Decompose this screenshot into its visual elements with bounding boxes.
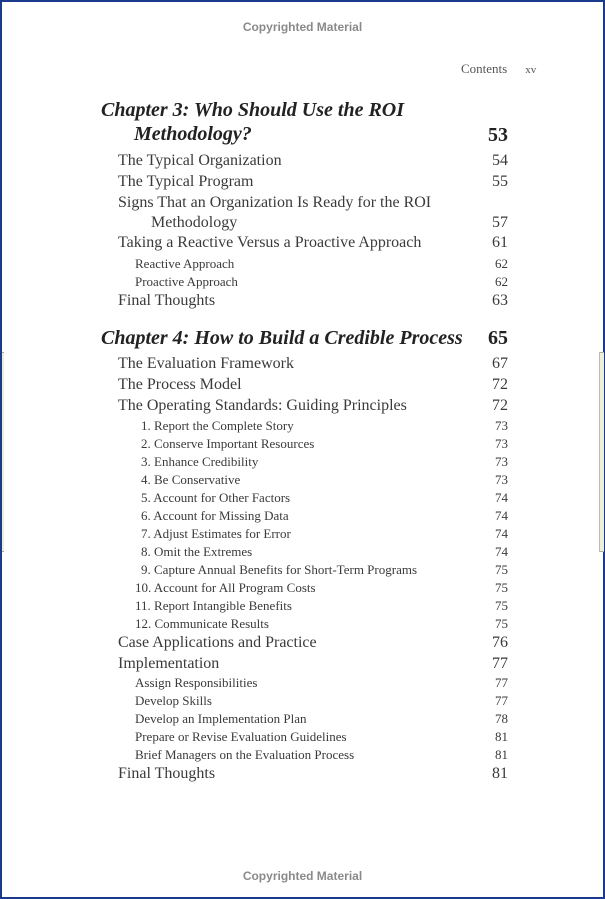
toc-page: 74 (495, 544, 508, 559)
toc-page: 72 (492, 376, 508, 393)
toc-entry[interactable]: Implementation (118, 655, 220, 672)
toc-entry[interactable]: Final Thoughts (118, 292, 216, 309)
chapter-4-page: 65 (488, 327, 508, 349)
copyright-watermark-top: Copyrighted Material (242, 20, 363, 34)
toc-entry[interactable]: The Typical Program (118, 173, 254, 190)
chapter-3-title-line1[interactable]: Chapter 3: Who Should Use the ROI (101, 99, 405, 121)
toc-page: 75 (495, 580, 508, 595)
toc-page: 77 (495, 693, 508, 708)
toc-page: 81 (495, 747, 508, 762)
toc-page: 74 (495, 490, 508, 505)
toc-subentry[interactable]: 10. Account for All Program Costs (135, 580, 316, 595)
toc-page: 55 (492, 173, 508, 190)
toc-page: 62 (495, 274, 508, 289)
toc-page: 73 (495, 472, 508, 487)
toc-page: 73 (495, 436, 508, 451)
toc-subentry[interactable]: Assign Responsibilities (135, 675, 258, 690)
toc-subentry[interactable]: 8. Omit the Extremes (141, 544, 253, 559)
copyright-watermark-bottom: Copyrighted Material (242, 869, 363, 883)
toc-entry[interactable]: The Evaluation Framework (118, 355, 294, 372)
toc-page: 75 (495, 616, 508, 631)
toc-subentry[interactable]: 5. Account for Other Factors (141, 490, 291, 505)
toc-entry[interactable]: Final Thoughts (118, 765, 216, 782)
toc-page: 63 (492, 292, 508, 309)
running-head-section: Contents (461, 61, 508, 76)
toc-entry[interactable]: The Operating Standards: Guiding Principles (118, 397, 407, 414)
toc-page: 72 (492, 397, 508, 414)
toc-page: 73 (495, 454, 508, 469)
toc-page: 73 (495, 418, 508, 433)
toc-subentry[interactable]: Brief Managers on the Evaluation Process (135, 747, 355, 762)
toc-subentry[interactable]: 6. Account for Missing Data (141, 508, 289, 523)
toc-subentry[interactable]: 11. Report Intangible Benefits (135, 598, 292, 613)
toc-page: 74 (495, 508, 508, 523)
toc-page: 77 (492, 655, 508, 672)
toc-page: 75 (495, 562, 508, 577)
running-head-page: xv (525, 64, 537, 76)
toc-page: 54 (492, 152, 508, 169)
toc-subentry[interactable]: 1. Report the Complete Story (141, 418, 294, 433)
chapter-4-title[interactable]: Chapter 4: How to Build a Credible Process (101, 327, 463, 349)
toc-page: 81 (492, 765, 508, 782)
toc-subentry[interactable]: Develop an Implementation Plan (135, 711, 307, 726)
toc-page: 75 (495, 598, 508, 613)
toc-entry[interactable]: The Typical Organization (118, 152, 282, 169)
toc-subentry[interactable]: 4. Be Conservative (141, 472, 241, 487)
toc-entry[interactable]: Case Applications and Practice (118, 634, 317, 651)
toc-page: 76 (492, 634, 508, 651)
toc-subentry[interactable]: Proactive Approach (135, 274, 238, 289)
toc-page: 81 (495, 729, 508, 744)
toc-subentry[interactable]: Develop Skills (135, 693, 212, 708)
toc-subentry[interactable]: Reactive Approach (135, 256, 235, 271)
toc-entry-continuation[interactable]: Methodology (151, 214, 238, 231)
toc-page: 77 (495, 675, 508, 690)
toc-subentry[interactable]: 7. Adjust Estimates for Error (141, 526, 291, 541)
chapter-3-title-line2[interactable]: Methodology? (134, 123, 252, 145)
toc-subentry[interactable]: 3. Enhance Credibility (141, 454, 259, 469)
chapter-3-page: 53 (488, 124, 508, 146)
toc-page: 61 (492, 234, 508, 251)
toc-page: 62 (495, 256, 508, 271)
toc-page: 67 (492, 355, 508, 372)
toc-entry[interactable]: The Process Model (118, 376, 242, 393)
toc-entry[interactable]: Signs That an Organization Is Ready for the ROI (118, 194, 432, 211)
toc-subentry[interactable]: 12. Communicate Results (135, 616, 269, 631)
toc-page: 57 (492, 214, 508, 231)
toc-page: 78 (495, 711, 508, 726)
toc-page: 74 (495, 526, 508, 541)
toc-subentry[interactable]: 2. Conserve Important Resources (141, 436, 315, 451)
toc-subentry[interactable]: Prepare or Revise Evaluation Guidelines (135, 729, 347, 744)
toc-entry[interactable]: Taking a Reactive Versus a Proactive Approach (118, 234, 422, 251)
toc-subentry[interactable]: 9. Capture Annual Benefits for Short-Term Programs (141, 562, 418, 577)
